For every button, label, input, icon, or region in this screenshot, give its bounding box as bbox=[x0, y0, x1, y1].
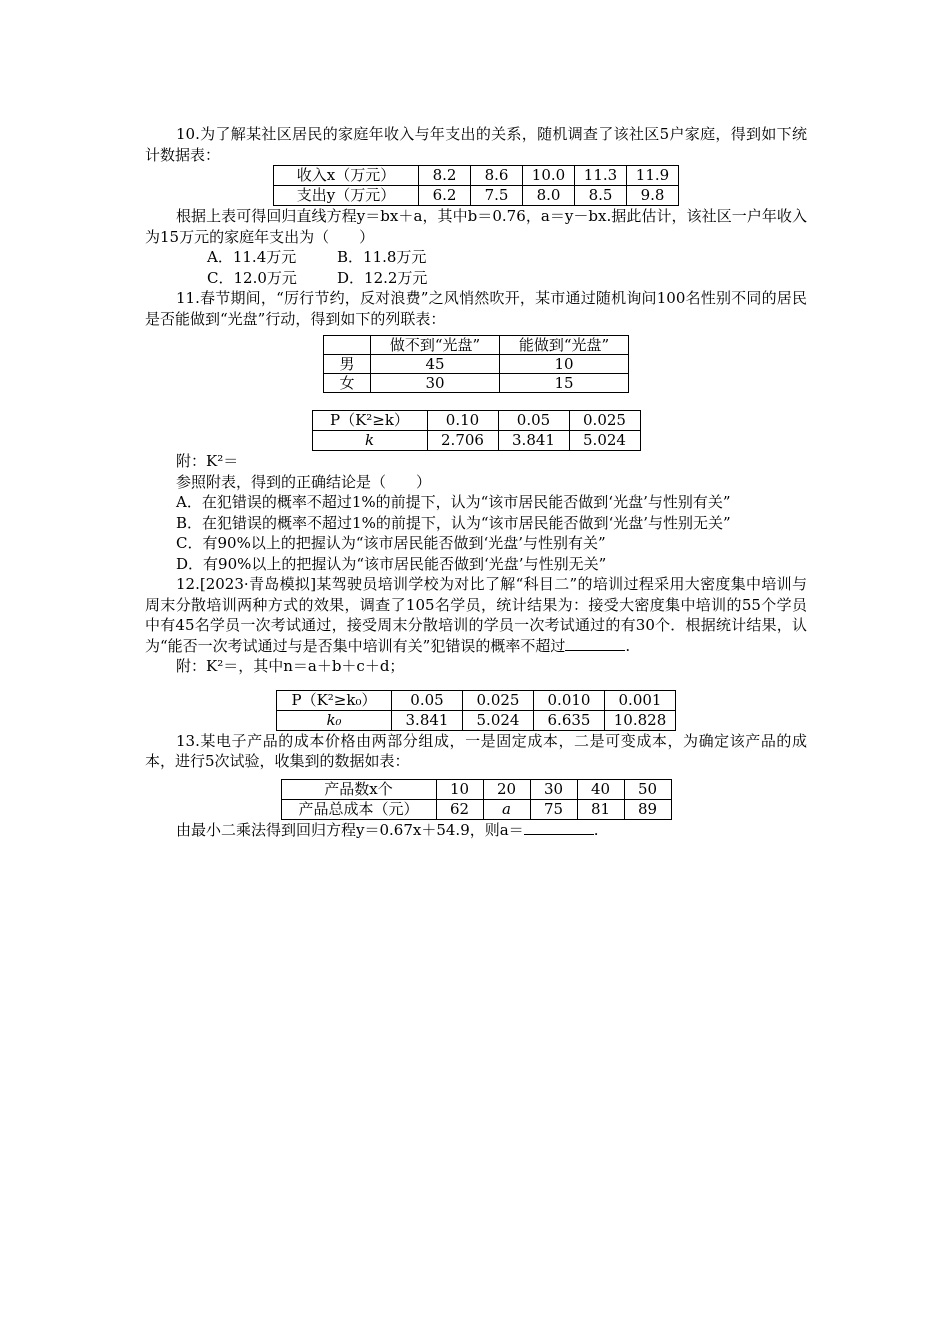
exam-page bbox=[145, 124, 807, 840]
q12-stem bbox=[145, 574, 807, 656]
q13-data-table bbox=[281, 779, 672, 820]
q10-option-c: C．12.0万元 bbox=[207, 268, 297, 287]
table-header: 做不到“光盘” bbox=[371, 336, 500, 355]
table-cell: 11.3 bbox=[575, 166, 627, 186]
table-cell: 8.0 bbox=[523, 186, 575, 206]
table-row bbox=[277, 710, 676, 730]
q12-stem-end: . bbox=[625, 636, 631, 655]
table-cell: 收入x（万元） bbox=[274, 166, 419, 186]
table-cell: 3.841 bbox=[498, 431, 569, 451]
table-cell: 3.841 bbox=[392, 710, 463, 730]
table-row bbox=[312, 431, 640, 451]
table-cell: 40 bbox=[577, 779, 624, 799]
table-cell: 75 bbox=[530, 799, 577, 819]
table-cell: 0.05 bbox=[392, 690, 463, 710]
table-row bbox=[324, 374, 629, 393]
table-cell: 0.010 bbox=[534, 690, 605, 710]
table-cell: 0.025 bbox=[463, 690, 534, 710]
q11-instruction: 参照附表，得到的正确结论是（ ） bbox=[176, 472, 432, 491]
table-cell: 10 bbox=[500, 355, 629, 374]
table-cell: 9.8 bbox=[627, 186, 679, 206]
table-cell: 6.2 bbox=[419, 186, 471, 206]
table-cell: P（K²≥k₀） bbox=[277, 690, 392, 710]
q11-option-c: C．有90%以上的把握认为“该市居民能否做到‘光盘’与性别有关” bbox=[176, 534, 606, 552]
table-cell: 10 bbox=[436, 779, 483, 799]
table-cell: 62 bbox=[436, 799, 483, 819]
answer-blank bbox=[524, 820, 594, 835]
table-row bbox=[277, 690, 676, 710]
q10-options-ab bbox=[145, 247, 807, 268]
table-cell: 0.025 bbox=[569, 411, 640, 431]
table-row bbox=[281, 799, 671, 819]
table-cell: 产品总成本（元） bbox=[281, 799, 436, 819]
table-cell bbox=[324, 336, 371, 355]
q11-reference-table bbox=[312, 410, 641, 451]
table-cell: 10.0 bbox=[523, 166, 575, 186]
q13-conclusion-text: 由最小二乘法得到回归方程y＝0.67x＋54.9，则a＝ bbox=[176, 820, 524, 839]
table-cell: 7.5 bbox=[471, 186, 523, 206]
table-cell: 11.9 bbox=[627, 166, 679, 186]
table-cell: 产品数x个 bbox=[281, 779, 436, 799]
table-cell: 8.5 bbox=[575, 186, 627, 206]
q11-option-b: B．在犯错误的概率不超过1%的前提下，认为“该市居民能否做到‘光盘’与性别无关” bbox=[176, 513, 731, 532]
q13-conclusion bbox=[145, 820, 807, 841]
table-cell: 男 bbox=[324, 355, 371, 374]
table-row bbox=[324, 336, 629, 355]
table-cell: 0.001 bbox=[605, 690, 676, 710]
table-cell: 支出y（万元） bbox=[274, 186, 419, 206]
table-cell: 89 bbox=[624, 799, 671, 819]
table-row bbox=[274, 186, 679, 206]
table-row bbox=[312, 411, 640, 431]
table-cell: 15 bbox=[500, 374, 629, 393]
table-row bbox=[324, 355, 629, 374]
q11-option-a: A．在犯错误的概率不超过1%的前提下，认为“该市居民能否做到‘光盘’与性别有关” bbox=[176, 493, 731, 511]
table-cell: 5.024 bbox=[569, 431, 640, 451]
table-cell: 8.2 bbox=[419, 166, 471, 186]
table-cell: 0.10 bbox=[427, 411, 498, 431]
table-cell: 女 bbox=[324, 374, 371, 393]
table-row bbox=[281, 779, 671, 799]
q13-conclusion-end: . bbox=[593, 820, 599, 839]
table-cell: 45 bbox=[371, 355, 500, 374]
q10-option-b: B．11.8万元 bbox=[337, 248, 427, 266]
q10-options-cd bbox=[145, 268, 807, 289]
q11-note: 附：K²＝ bbox=[176, 452, 239, 470]
table-cell: 81 bbox=[577, 799, 624, 819]
q10-option-a: A．11.4万元 bbox=[207, 248, 297, 266]
table-row bbox=[274, 166, 679, 186]
q11-contingency-table bbox=[323, 335, 629, 393]
q10-stem: 10.为了解某社区居民的家庭年收入与年支出的关系，随机调查了该社区5户家庭，得到如下统计数据表： bbox=[145, 125, 807, 164]
table-cell: k₀ bbox=[277, 710, 392, 730]
answer-blank bbox=[565, 636, 625, 651]
q10-stem-continued: 根据上表可得回归直线方程y＝bx＋a，其中b＝0.76，a＝y－bx.据此估计，该社区一户年收入为15万元的家庭年支出为（ ） bbox=[145, 207, 807, 246]
q10-option-d: D．12.2万元 bbox=[337, 268, 428, 287]
table-header: 能做到“光盘” bbox=[500, 336, 629, 355]
q11-stem: 11.春节期间，“厉行节约，反对浪费”之风悄然吹开，某市通过随机询问100名性别不同的居民是否能做到“光盘”行动，得到如下的列联表： bbox=[145, 289, 807, 328]
table-cell: 30 bbox=[530, 779, 577, 799]
q10-data-table bbox=[273, 165, 679, 206]
table-cell: 6.635 bbox=[534, 710, 605, 730]
table-cell: 0.05 bbox=[498, 411, 569, 431]
q12-note: 附：K²＝，其中n＝a＋b＋c＋d； bbox=[176, 657, 405, 675]
q13-stem: 13.某电子产品的成本价格由两部分组成，一是固定成本，二是可变成本，为确定该产品的成本，进行5次试验，收集到的数据如表： bbox=[145, 731, 807, 770]
table-cell: a bbox=[483, 799, 530, 819]
table-cell: 50 bbox=[624, 779, 671, 799]
table-cell: 20 bbox=[483, 779, 530, 799]
table-cell: 30 bbox=[371, 374, 500, 393]
table-cell: P（K²≥k） bbox=[312, 411, 427, 431]
q12-reference-table bbox=[276, 690, 676, 731]
table-cell: 2.706 bbox=[427, 431, 498, 451]
q12-stem-text: 12.[2023·青岛模拟]某驾驶员培训学校为对比了解“科目二”的培训过程采用大密度集中培训与周末分散培训两种方式的效果，调查了105名学员，统计结果为：接受大密度集中培训的55个学员中有45名学员一次考试通过，接受周末分散培训的学员一次考试通过的有30个．根据统计结果，认为“能否一次考试通过与是否集中培训有关”犯错误的概率不超过 bbox=[145, 575, 807, 655]
table-cell: 5.024 bbox=[463, 710, 534, 730]
table-cell: k bbox=[312, 431, 427, 451]
q11-option-d: D．有90%以上的把握认为“该市居民能否做到‘光盘’与性别无关” bbox=[176, 554, 607, 573]
table-cell: 8.6 bbox=[471, 166, 523, 186]
table-cell: 10.828 bbox=[605, 710, 676, 730]
